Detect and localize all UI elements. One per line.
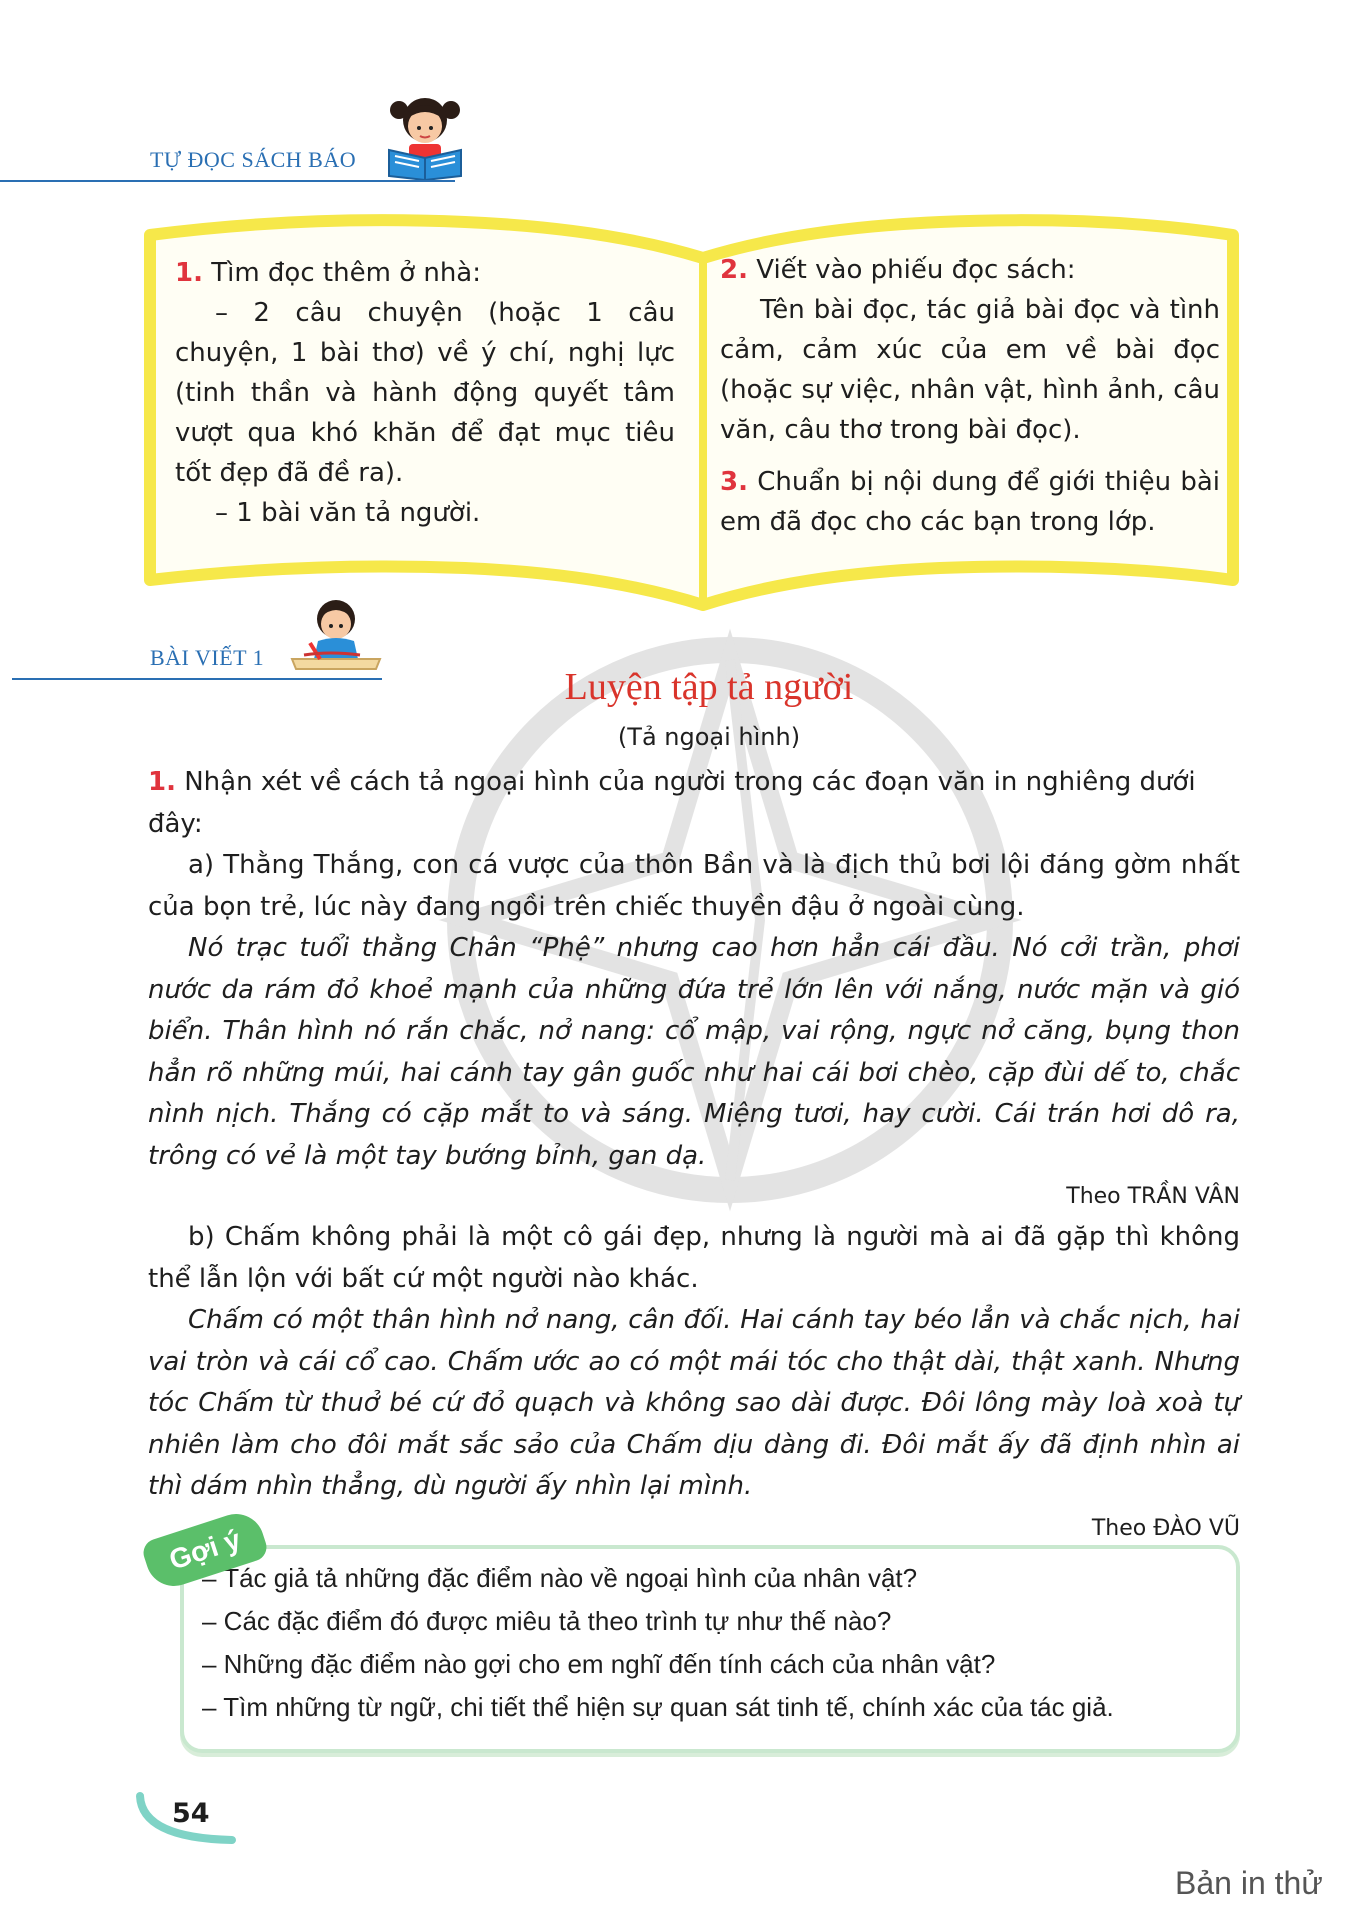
- hint-item: – Tìm những từ ngữ, chi tiết thể hiện sự quan sát tinh tế, chính xác của tác giả.: [202, 1692, 1114, 1722]
- passage-a-intro: a) Thằng Thắng, con cá vược của thôn Bần và là địch thủ bơi lội đáng gờm nhất của bọn trẻ, lúc này đang ngồi trên chiếc thuyền đậu ở ngoài cùng.: [148, 850, 1240, 922]
- item1-number: 1.: [175, 258, 203, 288]
- lesson-title: Luyện tập tả người: [564, 666, 854, 708]
- item3-text: Chuẩn bị nội dung để giới thiệu bài em đã đọc cho các bạn trong lớp.: [720, 467, 1220, 537]
- book-right-page: [720, 250, 1220, 542]
- section-title-writing: BÀI VIẾT 1: [150, 645, 265, 670]
- item2-number: 2.: [720, 255, 748, 285]
- girl-reading-book-icon: [385, 88, 465, 180]
- section-title-reading: TỰ ĐỌC SÁCH BÁO: [150, 147, 357, 172]
- passage-b-source: Theo ĐÀO VŨ: [1091, 1515, 1240, 1541]
- hint-item: – Những đặc điểm nào gợi cho em nghĩ đến tính cách của nhân vật?: [202, 1649, 996, 1679]
- hint-item: – Các đặc điểm đó được miêu tả theo trình tự như thế nào?: [202, 1606, 892, 1636]
- hint-box: [180, 1545, 1240, 1753]
- item2-title: Viết vào phiếu đọc sách:: [756, 255, 1076, 285]
- passage-b-intro: b) Chấm không phải là một cô gái đẹp, nhưng là người mà ai đã gặp thì không thể lẫn lộn với bất cứ một người nào khác.: [148, 1222, 1240, 1294]
- book-left-page: [175, 253, 675, 533]
- passage-a-source: Theo TRẦN VÂN: [1066, 1184, 1240, 1209]
- hint-list: [202, 1557, 1212, 1729]
- lesson-body: [148, 762, 1240, 1550]
- passage-b-text: Chấm có một thân hình nở nang, cân đối. Hai cánh tay béo lẳn và chắc nịch, hai vai tròn và cái cổ cao. Chấm ước ao có một mái tóc cho thật dài, thật xanh. Nhưng tóc Chấm từ thuở bé cứ đỏ quạch và không sao dài được. Đôi lông mày loà xoà tự nhiên làm cho đôi mắt sắc sảo của Chấm dịu dàng đi. Đôi mắt ấy đã định nhìn ai thì dám nhìn thẳng, dù người ấy nhìn lại mình.: [148, 1305, 1240, 1501]
- item1-title: Tìm đọc thêm ở nhà:: [211, 258, 481, 288]
- hint-label: Gợi ý: [165, 1523, 245, 1576]
- question1-number: 1.: [148, 767, 176, 797]
- item3-number: 3.: [720, 467, 748, 497]
- hint-item: – Tác giả tả những đặc điểm nào về ngoại hình của nhân vật?: [202, 1563, 918, 1593]
- item1-text-b: – 1 bài văn tả người.: [215, 498, 481, 528]
- section-underline: [0, 180, 455, 182]
- item1-text-a: – 2 câu chuyện (hoặc 1 câu chuyện, 1 bài thơ) về ý chí, nghị lực (tinh thần và hành động quyết tâm vượt qua khó khăn để đạt mục tiêu tốt đẹp đã đề ra).: [175, 298, 675, 488]
- question1-text: Nhận xét về cách tả ngoại hình của người trong các đoạn văn in nghiêng dưới đây:: [148, 767, 1196, 839]
- lesson-subtitle: (Tả ngoại hình): [617, 723, 801, 751]
- passage-a-text: Nó trạc tuổi thằng Chân “Phệ” nhưng cao hơn hẳn cái đầu. Nó cởi trần, phơi nước da rám đỏ khoẻ mạnh của những đứa trẻ lớn lên với nắng, nước mặn và gió biển. Thân hình nó rắn chắc, nở nang: cổ mập, vai rộng, ngực nở căng, bụng thon hẳn rõ những múi, hai cánh tay gân guốc như hai cái bơi chèo, cặp đùi dế to, chắc nình nịch. Thắng có cặp mắt to và sáng. Miệng tươi, hay cười. Cái trán hơi dô ra, trông có vẻ là một tay bướng bỉnh, gan dạ.: [148, 933, 1240, 1171]
- item2-text: Tên bài đọc, tác giả bài đọc và tình cảm, cảm xúc của em về bài đọc (hoặc sự việc, nhân vật, hình ảnh, câu văn, câu thơ trong bài đọc).: [720, 295, 1220, 445]
- draft-label: Bản in thử: [1175, 1865, 1323, 1901]
- boy-writing-icon: [290, 597, 382, 675]
- page-number: 54: [172, 1798, 210, 1829]
